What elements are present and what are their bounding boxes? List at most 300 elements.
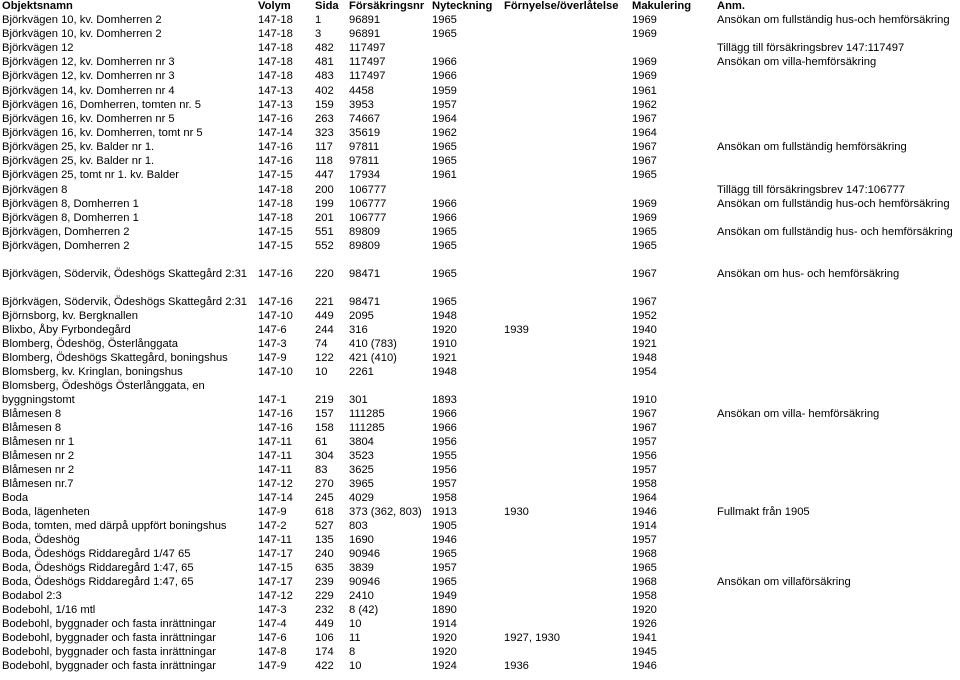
cell-anm: Ansökan om fullständig hemförsäkring — [717, 141, 907, 153]
cell-nyteckning: 1920 — [432, 324, 457, 336]
cell-forsakringsnr: 803 — [349, 520, 368, 532]
header-anm: Anm. — [717, 0, 745, 12]
table-row — [0, 645, 960, 659]
cell-volym: 147-15 — [258, 226, 293, 238]
cell-forsakringsnr: 3953 — [349, 99, 374, 111]
cell-sida: 481 — [315, 56, 334, 68]
cell-volym: 147-11 — [258, 534, 293, 546]
table-row — [0, 84, 960, 98]
cell-nyteckning: 1962 — [432, 127, 457, 139]
cell-sida: 221 — [315, 296, 334, 308]
cell-objektsnamn: Bodabol 2:3 — [2, 590, 62, 602]
cell-forsakringsnr: 2095 — [349, 310, 374, 322]
cell-volym: 147-9 — [258, 352, 287, 364]
cell-makulering: 1921 — [632, 338, 657, 350]
table-row — [0, 505, 960, 519]
table-row — [0, 55, 960, 69]
cell-nyteckning: 1965 — [432, 268, 457, 280]
cell-objektsnamn: Björkvägen 8 — [2, 184, 68, 196]
cell-volym: 147-16 — [258, 296, 293, 308]
cell-volym: 147-18 — [258, 70, 293, 82]
table-row — [0, 225, 960, 239]
cell-makulering: 1964 — [632, 127, 657, 139]
cell-nyteckning: 1956 — [432, 464, 457, 476]
table-row — [0, 211, 960, 225]
cell-objektsnamn: Boda, Ödeshögs Riddaregård 1:47, 65 — [2, 562, 194, 574]
cell-objektsnamn: Blixbo, Åby Fyrbondegård — [2, 324, 131, 336]
cell-forsakringsnr: 4458 — [349, 85, 374, 97]
cell-makulering: 1967 — [632, 155, 657, 167]
cell-forsakringsnr: 35619 — [349, 127, 381, 139]
cell-objektsnamn: Boda, lägenheten — [2, 506, 90, 518]
cell-nyteckning: 1965 — [432, 240, 457, 252]
table-row — [0, 617, 960, 631]
cell-makulering: 1961 — [632, 85, 657, 97]
cell-makulering: 1962 — [632, 99, 657, 111]
table-row — [0, 589, 960, 603]
cell-sida: 74 — [315, 338, 328, 350]
header-objektsnamn: Objektsnamn — [2, 0, 73, 12]
cell-anm: Ansökan om hus- och hemförsäkring — [717, 268, 900, 280]
table-row — [0, 435, 960, 449]
cell-anm: Ansökan om fullständig hus-och hemförsäkring — [717, 14, 950, 26]
cell-makulering: 1957 — [632, 534, 657, 546]
cell-makulering: 1957 — [632, 464, 657, 476]
cell-forsakringsnr: 74667 — [349, 113, 381, 125]
cell-forsakringsnr: 421 (410) — [349, 352, 397, 364]
cell-volym: 147-16 — [258, 155, 293, 167]
cell-makulering: 1969 — [632, 14, 657, 26]
cell-sida: 3 — [315, 28, 322, 40]
cell-sida: 239 — [315, 576, 334, 588]
cell-volym: 147-8 — [258, 646, 287, 658]
cell-forsakringsnr: 111285 — [349, 408, 385, 420]
cell-volym: 147-11 — [258, 450, 293, 462]
cell-objektsnamn: Boda, Ödeshögs Riddaregård 1/47 65 — [2, 548, 191, 560]
cell-forsakringsnr: 106777 — [349, 198, 387, 210]
cell-makulering: 1910 — [632, 394, 657, 406]
cell-sida: 244 — [315, 324, 334, 336]
cell-objektsnamn: Blåmesen nr 1 — [2, 436, 75, 448]
cell-objektsnamn: Blomsberg, kv. Kringlan, boningshus — [2, 366, 183, 378]
cell-makulering: 1969 — [632, 70, 657, 82]
cell-forsakringsnr: 8 (42) — [349, 604, 379, 616]
cell-forsakringsnr: 117497 — [349, 56, 386, 68]
cell-nyteckning: 1910 — [432, 338, 457, 350]
cell-forsakringsnr: 1690 — [349, 534, 374, 546]
cell-sida: 304 — [315, 450, 334, 462]
cell-nyteckning: 1965 — [432, 28, 457, 40]
table-row — [0, 379, 960, 393]
cell-forsakringsnr: 97811 — [349, 141, 380, 153]
cell-volym: 147-2 — [258, 520, 287, 532]
cell-sida: 229 — [315, 590, 334, 602]
cell-sida: 118 — [315, 155, 333, 167]
cell-sida: 61 — [315, 436, 328, 448]
cell-objektsnamn: Björkvägen 8, Domherren 1 — [2, 212, 139, 224]
cell-nyteckning: 1905 — [432, 520, 457, 532]
cell-nyteckning: 1956 — [432, 436, 457, 448]
cell-sida: 552 — [315, 240, 334, 252]
cell-objektsnamn: Blomberg, Ödeshögs Skattegård, boningshus — [2, 352, 228, 364]
cell-volym: 147-9 — [258, 506, 287, 518]
table-row — [0, 365, 960, 379]
table-row — [0, 140, 960, 154]
cell-volym: 147-13 — [258, 85, 293, 97]
cell-nyteckning: 1921 — [432, 352, 457, 364]
cell-nyteckning: 1966 — [432, 422, 457, 434]
cell-fornyelse: 1936 — [504, 660, 529, 672]
cell-nyteckning: 1965 — [432, 14, 457, 26]
cell-forsakringsnr: 90946 — [349, 576, 381, 588]
cell-volym: 147-16 — [258, 268, 293, 280]
cell-volym: 147-18 — [258, 198, 293, 210]
cell-objektsnamn: Björkvägen 14, kv. Domherren nr 4 — [2, 85, 175, 97]
cell-forsakringsnr: 316 — [349, 324, 368, 336]
cell-nyteckning: 1957 — [432, 562, 457, 574]
table-row — [0, 449, 960, 463]
cell-anm: Ansökan om fullständig hus-och hemförsäkring — [717, 198, 950, 210]
cell-sida: 10 — [315, 366, 328, 378]
cell-nyteckning: 1914 — [432, 618, 457, 630]
cell-objektsnamn: Björkvägen 8, Domherren 1 — [2, 198, 139, 210]
cell-forsakringsnr: 3625 — [349, 464, 374, 476]
table-row — [0, 477, 960, 491]
cell-forsakringsnr: 4029 — [349, 492, 374, 504]
cell-makulering: 1967 — [632, 296, 657, 308]
header-sida: Sida — [315, 0, 339, 12]
cell-volym: 147-6 — [258, 632, 287, 644]
cell-objektsnamn: Björkvägen 25, tomt nr 1. kv. Balder — [2, 169, 180, 181]
table-row — [0, 168, 960, 182]
cell-objektsnamn: Boda, Ödeshög — [2, 534, 80, 546]
cell-sida: 635 — [315, 562, 334, 574]
cell-anm: Ansökan om villaförsäkring — [717, 576, 851, 588]
cell-volym: 147-14 — [258, 492, 293, 504]
table-row — [0, 98, 960, 112]
cell-nyteckning: 1920 — [432, 632, 457, 644]
cell-makulering: 1926 — [632, 618, 657, 630]
cell-volym: 147-18 — [258, 184, 293, 196]
cell-forsakringsnr: 98471 — [349, 268, 381, 280]
cell-volym: 147-3 — [258, 338, 287, 350]
cell-forsakringsnr: 2261 — [349, 366, 374, 378]
table-row — [0, 309, 960, 323]
cell-volym: 147-14 — [258, 127, 293, 139]
cell-objektsnamn: Bodebohl, 1/16 mtl — [2, 604, 96, 616]
cell-volym: 147-12 — [258, 478, 293, 490]
cell-anm: Fullmakt från 1905 — [717, 506, 810, 518]
table-row — [0, 547, 960, 561]
cell-volym: 147-18 — [258, 56, 293, 68]
cell-volym: 147-13 — [258, 99, 293, 111]
table-row — [0, 421, 960, 435]
cell-makulering: 1969 — [632, 212, 657, 224]
cell-objektsnamn: Björkvägen, Södervik, Ödeshögs Skattegård 2:31 — [2, 296, 248, 308]
cell-sida: 527 — [315, 520, 334, 532]
cell-sida: 201 — [315, 212, 334, 224]
table-row — [0, 463, 960, 477]
cell-sida: 158 — [315, 422, 334, 434]
cell-objektsnamn: Bodebohl, byggnader och fasta inrättningar — [2, 632, 216, 644]
cell-sida: 447 — [315, 169, 334, 181]
table-row — [0, 337, 960, 351]
cell-nyteckning: 1957 — [432, 99, 457, 111]
cell-makulering: 1967 — [632, 422, 657, 434]
cell-forsakringsnr: 96891 — [349, 28, 381, 40]
cell-sida: 402 — [315, 85, 334, 97]
cell-makulering: 1946 — [632, 660, 657, 672]
cell-volym: 147-3 — [258, 604, 287, 616]
header-makulering: Makulering — [632, 0, 692, 12]
cell-objektsnamn: Björkvägen 16, Domherren, tomten nr. 5 — [2, 99, 201, 111]
cell-fornyelse: 1927, 1930 — [504, 632, 560, 644]
cell-objektsnamn: Blomberg, Ödeshög, Österlånggata — [2, 338, 178, 350]
cell-nyteckning: 1913 — [432, 506, 457, 518]
cell-forsakringsnr: 111285 — [349, 422, 385, 434]
cell-objektsnamn: Björkvägen 10, kv. Domherren 2 — [2, 28, 162, 40]
cell-forsakringsnr: 117497 — [349, 42, 386, 54]
table-row — [0, 323, 960, 337]
cell-volym: 147-16 — [258, 408, 293, 420]
cell-forsakringsnr: 373 (362, 803) — [349, 506, 422, 518]
cell-sida: 482 — [315, 42, 334, 54]
cell-nyteckning: 1966 — [432, 56, 457, 68]
header-volym: Volym — [258, 0, 291, 12]
cell-objektsnamn: Blåmesen nr 2 — [2, 464, 75, 476]
table-row — [0, 183, 960, 197]
cell-nyteckning: 1965 — [432, 141, 457, 153]
cell-nyteckning: 1924 — [432, 660, 457, 672]
cell-forsakringsnr: 96891 — [349, 14, 381, 26]
table-row — [0, 351, 960, 365]
cell-volym: 147-18 — [258, 42, 293, 54]
cell-sida: 83 — [315, 464, 328, 476]
cell-forsakringsnr: 11 — [349, 632, 361, 644]
cell-sida: 117 — [315, 141, 333, 153]
cell-fornyelse: 1939 — [504, 324, 529, 336]
cell-objektsnamn: Blomsberg, Ödeshögs Österlånggata, en — [2, 380, 205, 392]
cell-forsakringsnr: 90946 — [349, 548, 381, 560]
cell-sida: 159 — [315, 99, 334, 111]
cell-makulering: 1914 — [632, 520, 657, 532]
cell-makulering: 1965 — [632, 226, 657, 238]
cell-nyteckning: 1966 — [432, 212, 457, 224]
cell-forsakringsnr: 17934 — [349, 169, 381, 181]
cell-forsakringsnr: 117497 — [349, 70, 386, 82]
cell-makulering: 1920 — [632, 604, 657, 616]
cell-sida: 245 — [315, 492, 334, 504]
cell-volym: 147-4 — [258, 618, 287, 630]
cell-sida: 483 — [315, 70, 334, 82]
cell-sida: 323 — [315, 127, 334, 139]
cell-forsakringsnr: 3839 — [349, 562, 374, 574]
cell-forsakringsnr: 2410 — [349, 590, 374, 602]
header-fornyelse: Förnyelse/överlåtelse — [504, 0, 619, 12]
cell-sida: 449 — [315, 618, 334, 630]
cell-anm: Ansökan om fullständig hus- och hemförsäkring — [717, 226, 953, 238]
cell-sida: 240 — [315, 548, 334, 560]
cell-forsakringsnr: 106777 — [349, 212, 387, 224]
table-row — [0, 407, 960, 421]
cell-objektsnamn: Björkvägen, Domherren 2 — [2, 226, 130, 238]
cell-objektsnamn: Blåmesen 8 — [2, 422, 62, 434]
cell-forsakringsnr: 3523 — [349, 450, 374, 462]
cell-makulering: 1957 — [632, 436, 657, 448]
cell-makulering: 1965 — [632, 562, 657, 574]
cell-objektsnamn: Blåmesen nr.7 — [2, 478, 74, 490]
cell-sida: 551 — [315, 226, 334, 238]
cell-anm: Ansökan om villa- hemförsäkring — [717, 408, 880, 420]
cell-objektsnamn: Boda, Ödeshögs Riddaregård 1:47, 65 — [2, 576, 194, 588]
cell-forsakringsnr: 106777 — [349, 184, 387, 196]
cell-sida: 135 — [315, 534, 334, 546]
table-row — [0, 41, 960, 55]
cell-sida: 106 — [315, 632, 334, 644]
cell-volym: 147-10 — [258, 310, 293, 322]
cell-volym: 147-16 — [258, 422, 293, 434]
cell-forsakringsnr: 3804 — [349, 436, 374, 448]
cell-objektsnamn: Björkvägen 10, kv. Domherren 2 — [2, 14, 162, 26]
cell-volym: 147-12 — [258, 590, 293, 602]
cell-volym: 147-6 — [258, 324, 287, 336]
cell-sida: 449 — [315, 310, 334, 322]
cell-makulering: 1968 — [632, 576, 657, 588]
cell-anm: Ansökan om villa-hemförsäkring — [717, 56, 877, 68]
cell-sida: 157 — [315, 408, 334, 420]
cell-makulering: 1958 — [632, 590, 657, 602]
cell-sida: 219 — [315, 394, 334, 406]
cell-objektsnamn: byggningstomt — [2, 394, 75, 406]
cell-objektsnamn: Björkvägen 16, kv. Domherren nr 5 — [2, 113, 175, 125]
cell-objektsnamn: Björkvägen 25, kv. Balder nr 1. — [2, 155, 155, 167]
cell-forsakringsnr: 89809 — [349, 240, 381, 252]
cell-sida: 270 — [315, 478, 334, 490]
cell-volym: 147-16 — [258, 141, 293, 153]
cell-nyteckning: 1966 — [432, 198, 457, 210]
cell-makulering: 1952 — [632, 310, 657, 322]
cell-nyteckning: 1965 — [432, 226, 457, 238]
header-nyteckning: Nyteckning — [432, 0, 493, 12]
cell-volym: 147-18 — [258, 212, 293, 224]
table-row — [0, 393, 960, 407]
cell-makulering: 1969 — [632, 198, 657, 210]
cell-nyteckning: 1890 — [432, 604, 457, 616]
cell-volym: 147-15 — [258, 562, 293, 574]
cell-nyteckning: 1966 — [432, 70, 457, 82]
cell-makulering: 1967 — [632, 141, 657, 153]
cell-sida: 200 — [315, 184, 334, 196]
cell-volym: 147-16 — [258, 113, 293, 125]
table-row — [0, 13, 960, 27]
table-row — [0, 491, 960, 505]
cell-forsakringsnr: 8 — [349, 646, 356, 658]
table-row — [0, 533, 960, 547]
cell-makulering: 1945 — [632, 646, 657, 658]
table-row — [0, 69, 960, 83]
cell-forsakringsnr: 97811 — [349, 155, 380, 167]
cell-objektsnamn: Björkvägen 16, kv. Domherren, tomt nr 5 — [2, 127, 203, 139]
cell-makulering: 1964 — [632, 492, 657, 504]
table-row — [0, 631, 960, 645]
cell-makulering: 1965 — [632, 240, 657, 252]
cell-makulering: 1958 — [632, 478, 657, 490]
cell-nyteckning: 1958 — [432, 492, 457, 504]
cell-nyteckning: 1949 — [432, 590, 457, 602]
cell-forsakringsnr: 410 (783) — [349, 338, 397, 350]
cell-volym: 147-18 — [258, 28, 293, 40]
cell-objektsnamn: Boda, tomten, med därpå uppfört boningshus — [2, 520, 227, 532]
cell-makulering: 1967 — [632, 113, 657, 125]
cell-sida: 199 — [315, 198, 334, 210]
cell-nyteckning: 1920 — [432, 646, 457, 658]
cell-nyteckning: 1946 — [432, 534, 457, 546]
table-row — [0, 519, 960, 533]
cell-makulering: 1968 — [632, 548, 657, 560]
cell-objektsnamn: Björkvägen 12 — [2, 42, 74, 54]
cell-makulering: 1967 — [632, 408, 657, 420]
cell-makulering: 1956 — [632, 450, 657, 462]
cell-objektsnamn: Björkvägen 12, kv. Domherren nr 3 — [2, 56, 175, 68]
table-row — [0, 659, 960, 673]
cell-nyteckning: 1948 — [432, 366, 457, 378]
cell-makulering: 1965 — [632, 169, 657, 181]
cell-makulering: 1940 — [632, 324, 657, 336]
header-forsakringsnr: Försäkringsnr — [349, 0, 425, 12]
cell-objektsnamn: Björkvägen, Södervik, Ödeshögs Skattegård 2:31 — [2, 268, 248, 280]
cell-nyteckning: 1893 — [432, 394, 457, 406]
cell-objektsnamn: Björkvägen 25, kv. Balder nr 1. — [2, 141, 155, 153]
cell-sida: 232 — [315, 604, 334, 616]
cell-objektsnamn: Blåmesen nr 2 — [2, 450, 75, 462]
cell-volym: 147-17 — [258, 548, 293, 560]
cell-anm: Tillägg till försäkringsbrev 147:106777 — [717, 184, 906, 196]
cell-makulering: 1967 — [632, 268, 657, 280]
cell-nyteckning: 1966 — [432, 408, 457, 420]
cell-volym: 147-15 — [258, 240, 293, 252]
cell-sida: 1 — [315, 14, 322, 26]
cell-volym: 147-9 — [258, 660, 287, 672]
cell-sida: 618 — [315, 506, 334, 518]
cell-forsakringsnr: 10 — [349, 660, 362, 672]
cell-anm: Tillägg till försäkringsbrev 147:117497 — [717, 42, 905, 54]
cell-volym: 147-18 — [258, 14, 293, 26]
table-row — [0, 112, 960, 126]
table-row — [0, 27, 960, 41]
cell-sida: 263 — [315, 113, 334, 125]
cell-nyteckning: 1961 — [432, 169, 457, 181]
cell-volym: 147-15 — [258, 169, 293, 181]
table-row — [0, 197, 960, 211]
cell-nyteckning: 1965 — [432, 548, 457, 560]
cell-objektsnamn: Bodebohl, byggnader och fasta inrättningar — [2, 660, 216, 672]
cell-makulering: 1969 — [632, 28, 657, 40]
cell-fornyelse: 1930 — [504, 506, 529, 518]
header-row — [0, 0, 960, 13]
cell-sida: 220 — [315, 268, 334, 280]
cell-objektsnamn: Blåmesen 8 — [2, 408, 62, 420]
cell-volym: 147-11 — [258, 436, 293, 448]
cell-forsakringsnr: 10 — [349, 618, 362, 630]
table-row — [0, 267, 960, 281]
cell-makulering: 1954 — [632, 366, 657, 378]
cell-nyteckning: 1955 — [432, 450, 457, 462]
cell-makulering: 1969 — [632, 56, 657, 68]
cell-objektsnamn: Bodebohl, byggnader och fasta inrättningar — [2, 618, 216, 630]
table-row — [0, 126, 960, 140]
cell-nyteckning: 1965 — [432, 155, 457, 167]
cell-forsakringsnr: 98471 — [349, 296, 381, 308]
